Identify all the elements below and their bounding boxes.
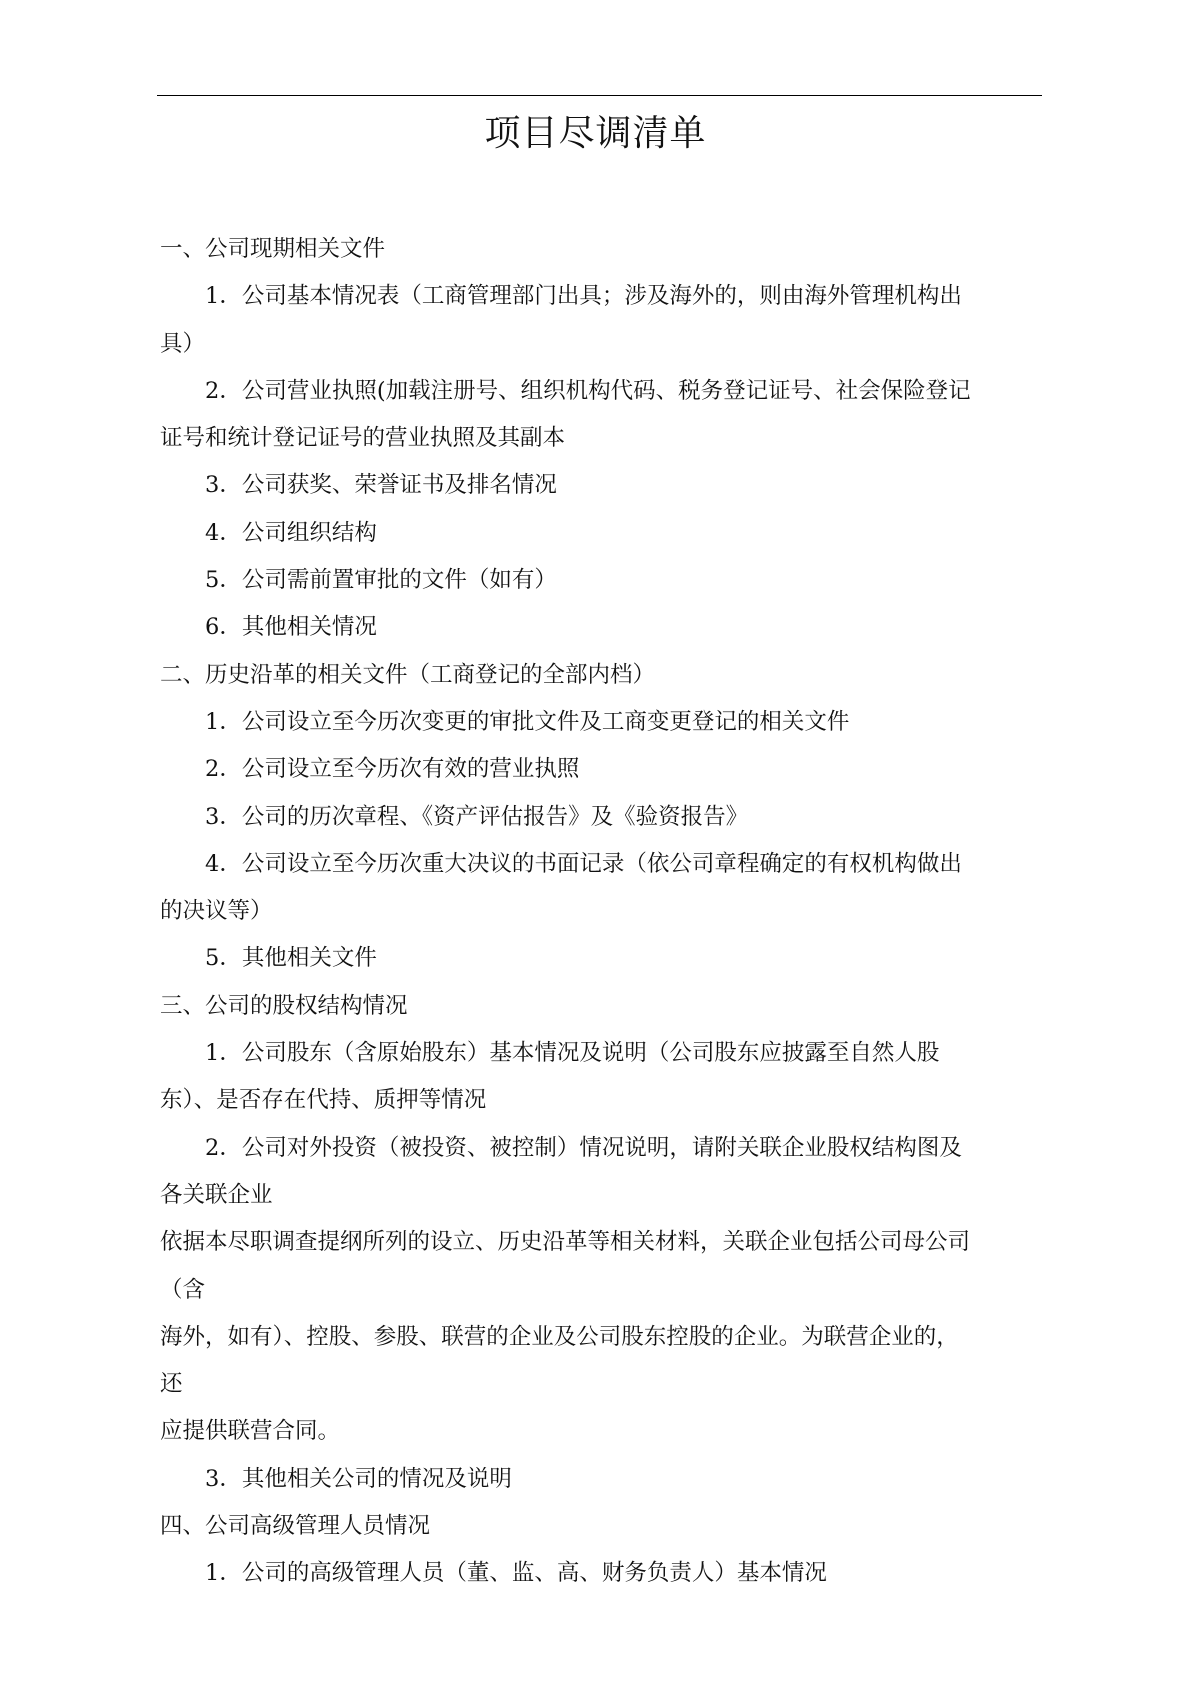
text-line: 一、公司现期相关文件: [160, 236, 386, 262]
text-line: 3．公司的历次章程、《资产评估报告》及《验资报告》: [205, 803, 749, 830]
text-line: 4．公司组织结构: [205, 519, 377, 546]
document-title: 项目尽调清单: [484, 113, 707, 154]
text-line: 证号和统计登记证号的营业执照及其副本: [160, 425, 566, 452]
text-line: 5．公司需前置审批的文件（如有）: [205, 567, 557, 594]
text-line: 6．其他相关情况: [205, 614, 377, 641]
text-line: 各关联企业: [160, 1181, 273, 1208]
text-line: 1．公司设立至今历次变更的审批文件及工商变更登记的相关文件: [205, 708, 850, 735]
text-line: 东）、是否存在代持、质押等情况: [160, 1087, 487, 1114]
header-rule: [157, 95, 1042, 96]
text-line: 还: [160, 1371, 183, 1398]
text-line: 4．公司设立至今历次重大决议的书面记录（依公司章程确定的有权机构做出: [205, 850, 962, 877]
text-line: 2．公司设立至今历次有效的营业执照: [205, 756, 580, 783]
text-line: 具）: [160, 330, 206, 357]
text-line: 1．公司股东（含原始股东）基本情况及说明（公司股东应披露至自然人股: [205, 1040, 940, 1067]
text-line: 3．其他相关公司的情况及说明: [205, 1465, 512, 1492]
text-line: 三、公司的股权结构情况: [160, 992, 408, 1019]
text-line: 海外，如有）、控股、参股、联营的企业及公司股东控股的企业。为联营企业的，: [160, 1323, 959, 1350]
text-line: 四、公司高级管理人员情况: [160, 1513, 431, 1540]
text-line: 依据本尽职调查提纲所列的设立、历史沿革等相关材料，关联企业包括公司母公司: [160, 1229, 971, 1256]
text-line: 1．公司的高级管理人员（董、监、高、财务负责人）基本情况: [205, 1560, 827, 1587]
text-line: 1．公司基本情况表（工商管理部门出具；涉及海外的，则由海外管理机构出: [205, 283, 962, 310]
text-line: 2．公司对外投资（被投资、被控制）情况说明，请附关联企业股权结构图及: [205, 1134, 962, 1161]
text-line: 应提供联营合同。: [160, 1418, 341, 1445]
text-line: （含: [160, 1276, 206, 1303]
text-line: 5．其他相关文件: [205, 945, 377, 972]
document-body: [160, 226, 1040, 1598]
text-line: 2．公司营业执照(加载注册号、组织机构代码、税务登记证号、社会保险登记: [205, 377, 971, 404]
text-line: 3．公司获奖、荣誉证书及排名情况: [205, 472, 557, 499]
text-line: 的决议等）: [160, 898, 273, 925]
text-line: 二、历史沿革的相关文件（工商登记的全部内档）: [160, 661, 656, 688]
